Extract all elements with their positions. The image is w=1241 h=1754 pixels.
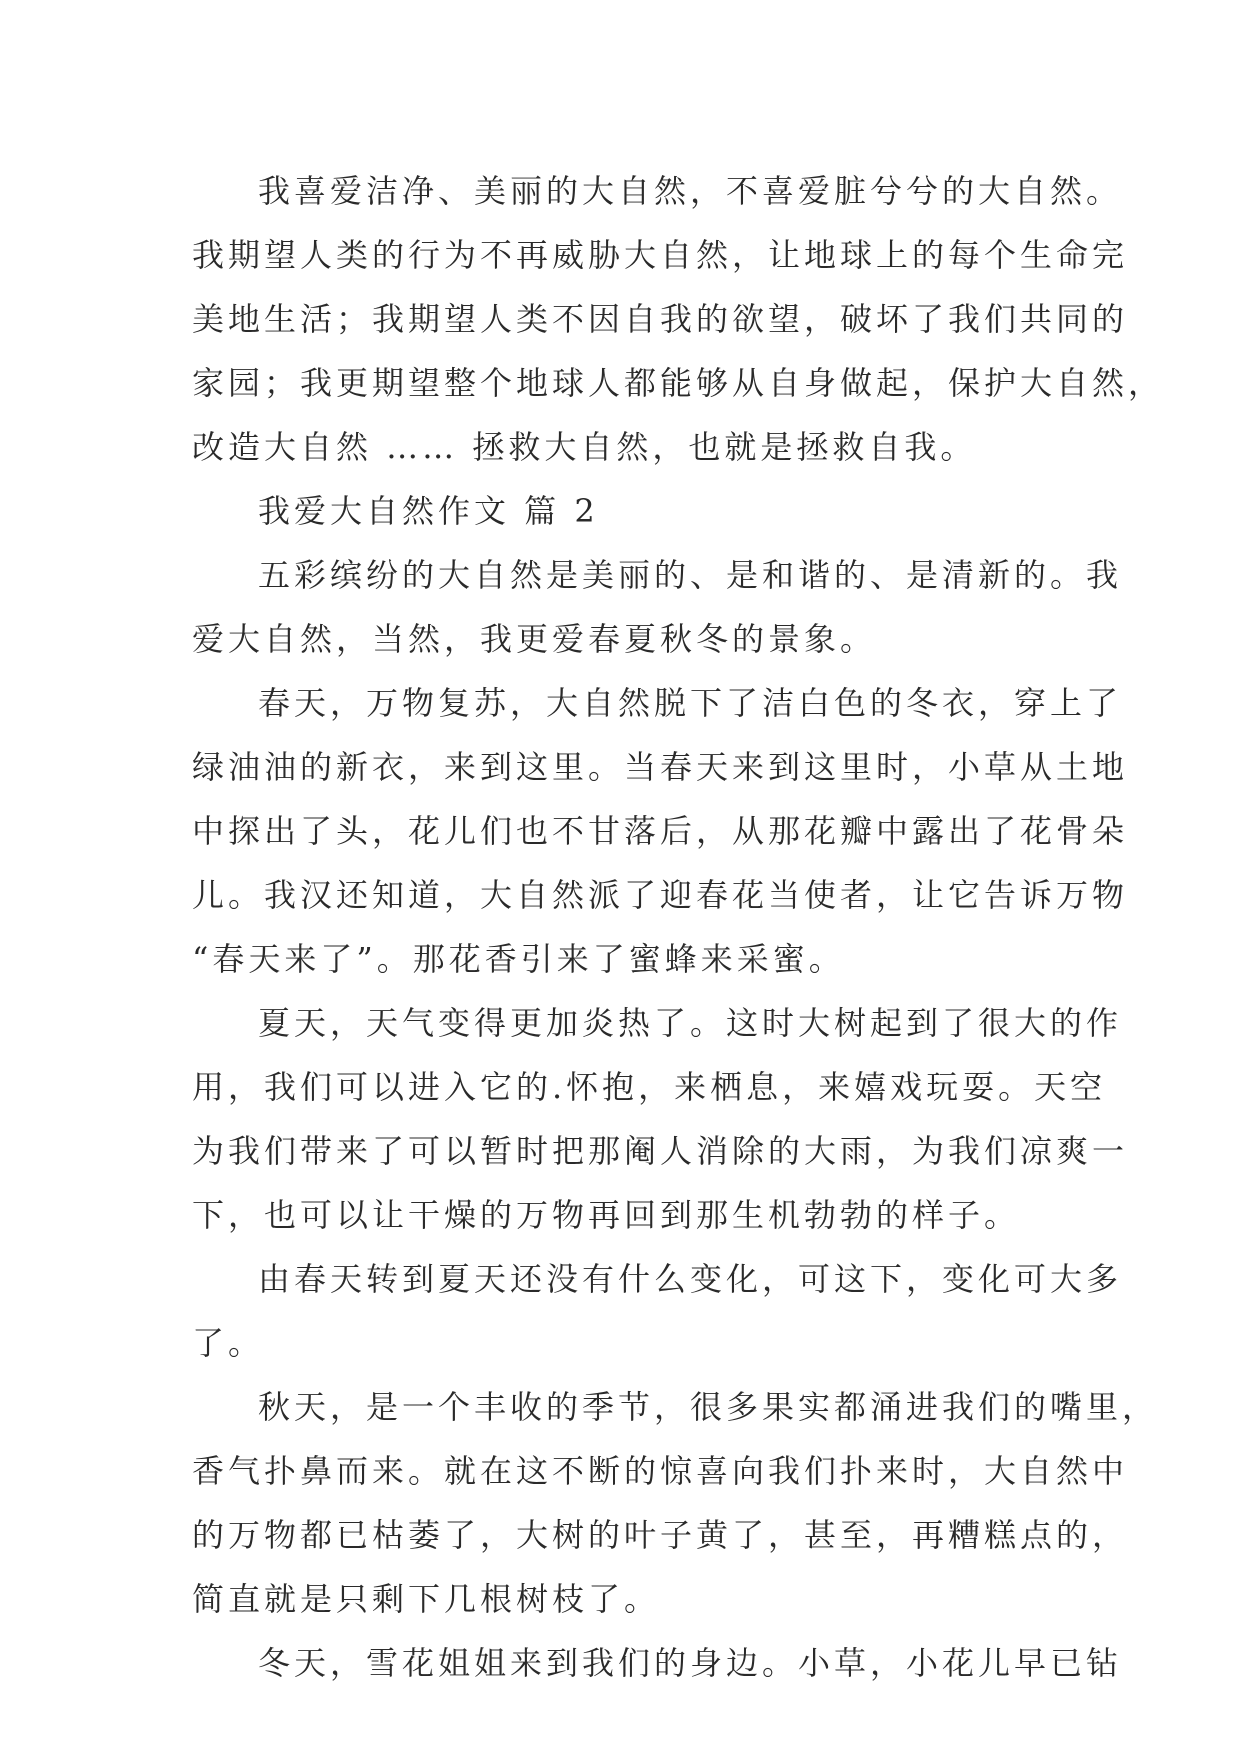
text-line: 家园；我更期望整个地球人都能够从自身做起，保护大自然， xyxy=(192,364,1165,402)
text-line: 美地生活；我期望人类不因自我的欲望，破坏了我们共同的 xyxy=(192,300,1129,338)
text-line: 我喜爱洁净、美丽的大自然，不喜爱脏兮兮的大自然。 xyxy=(258,172,1123,210)
text-line: 改造大自然 …… 拯救大自然，也就是拯救自我。 xyxy=(192,428,977,466)
text-line: 我期望人类的行为不再威胁大自然，让地球上的每个生命完 xyxy=(192,236,1129,274)
section-heading: 我爱大自然作文 篇 2 xyxy=(258,492,599,530)
text-line: 了。 xyxy=(192,1324,265,1362)
text-line: 夏天，天气变得更加炎热了。这时大树起到了很大的作 xyxy=(258,1004,1123,1042)
text-line: “春天来了”。那花香引来了蜜蜂来采蜜。 xyxy=(192,940,845,978)
text-line: 香气扑鼻而来。就在这不断的惊喜向我们扑来时，大自然中 xyxy=(192,1452,1129,1490)
text-line: 五彩缤纷的大自然是美丽的、是和谐的、是清新的。我 xyxy=(258,556,1123,594)
text-line: 爱大自然，当然，我更爱春夏秋冬的景象。 xyxy=(192,620,877,658)
text-line: 用，我们可以进入它的.怀抱，来栖息，来嬉戏玩耍。天空 xyxy=(192,1068,1107,1106)
text-line: 下，也可以让干燥的万物再回到那生机勃勃的样子。 xyxy=(192,1196,1021,1234)
text-line: 冬天，雪花姐姐来到我们的身边。小草，小花儿早已钻 xyxy=(258,1644,1123,1682)
text-line: 中探出了头，花儿们也不甘落后，从那花瓣中露出了花骨朵 xyxy=(192,812,1129,850)
text-line: 简直就是只剩下几根树枝了。 xyxy=(192,1580,661,1618)
text-line: 为我们带来了可以暂时把那阉人消除的大雨，为我们凉爽一 xyxy=(192,1132,1129,1170)
text-line: 儿。我汉还知道，大自然派了迎春花当使者，让它告诉万物 xyxy=(192,876,1129,914)
text-line: 秋天，是一个丰收的季节，很多果实都涌进我们的嘴里， xyxy=(258,1388,1159,1426)
text-line: 的万物都已枯萎了，大树的叶子黄了，甚至，再糟糕点的， xyxy=(192,1516,1129,1554)
text-line: 春天，万物复苏，大自然脱下了洁白色的冬衣，穿上了 xyxy=(258,684,1123,722)
text-line: 绿油油的新衣，来到这里。当春天来到这里时，小草从土地 xyxy=(192,748,1129,786)
text-line: 由春天转到夏天还没有什么变化，可这下，变化可大多 xyxy=(258,1260,1123,1298)
document-body xyxy=(192,159,1165,1695)
